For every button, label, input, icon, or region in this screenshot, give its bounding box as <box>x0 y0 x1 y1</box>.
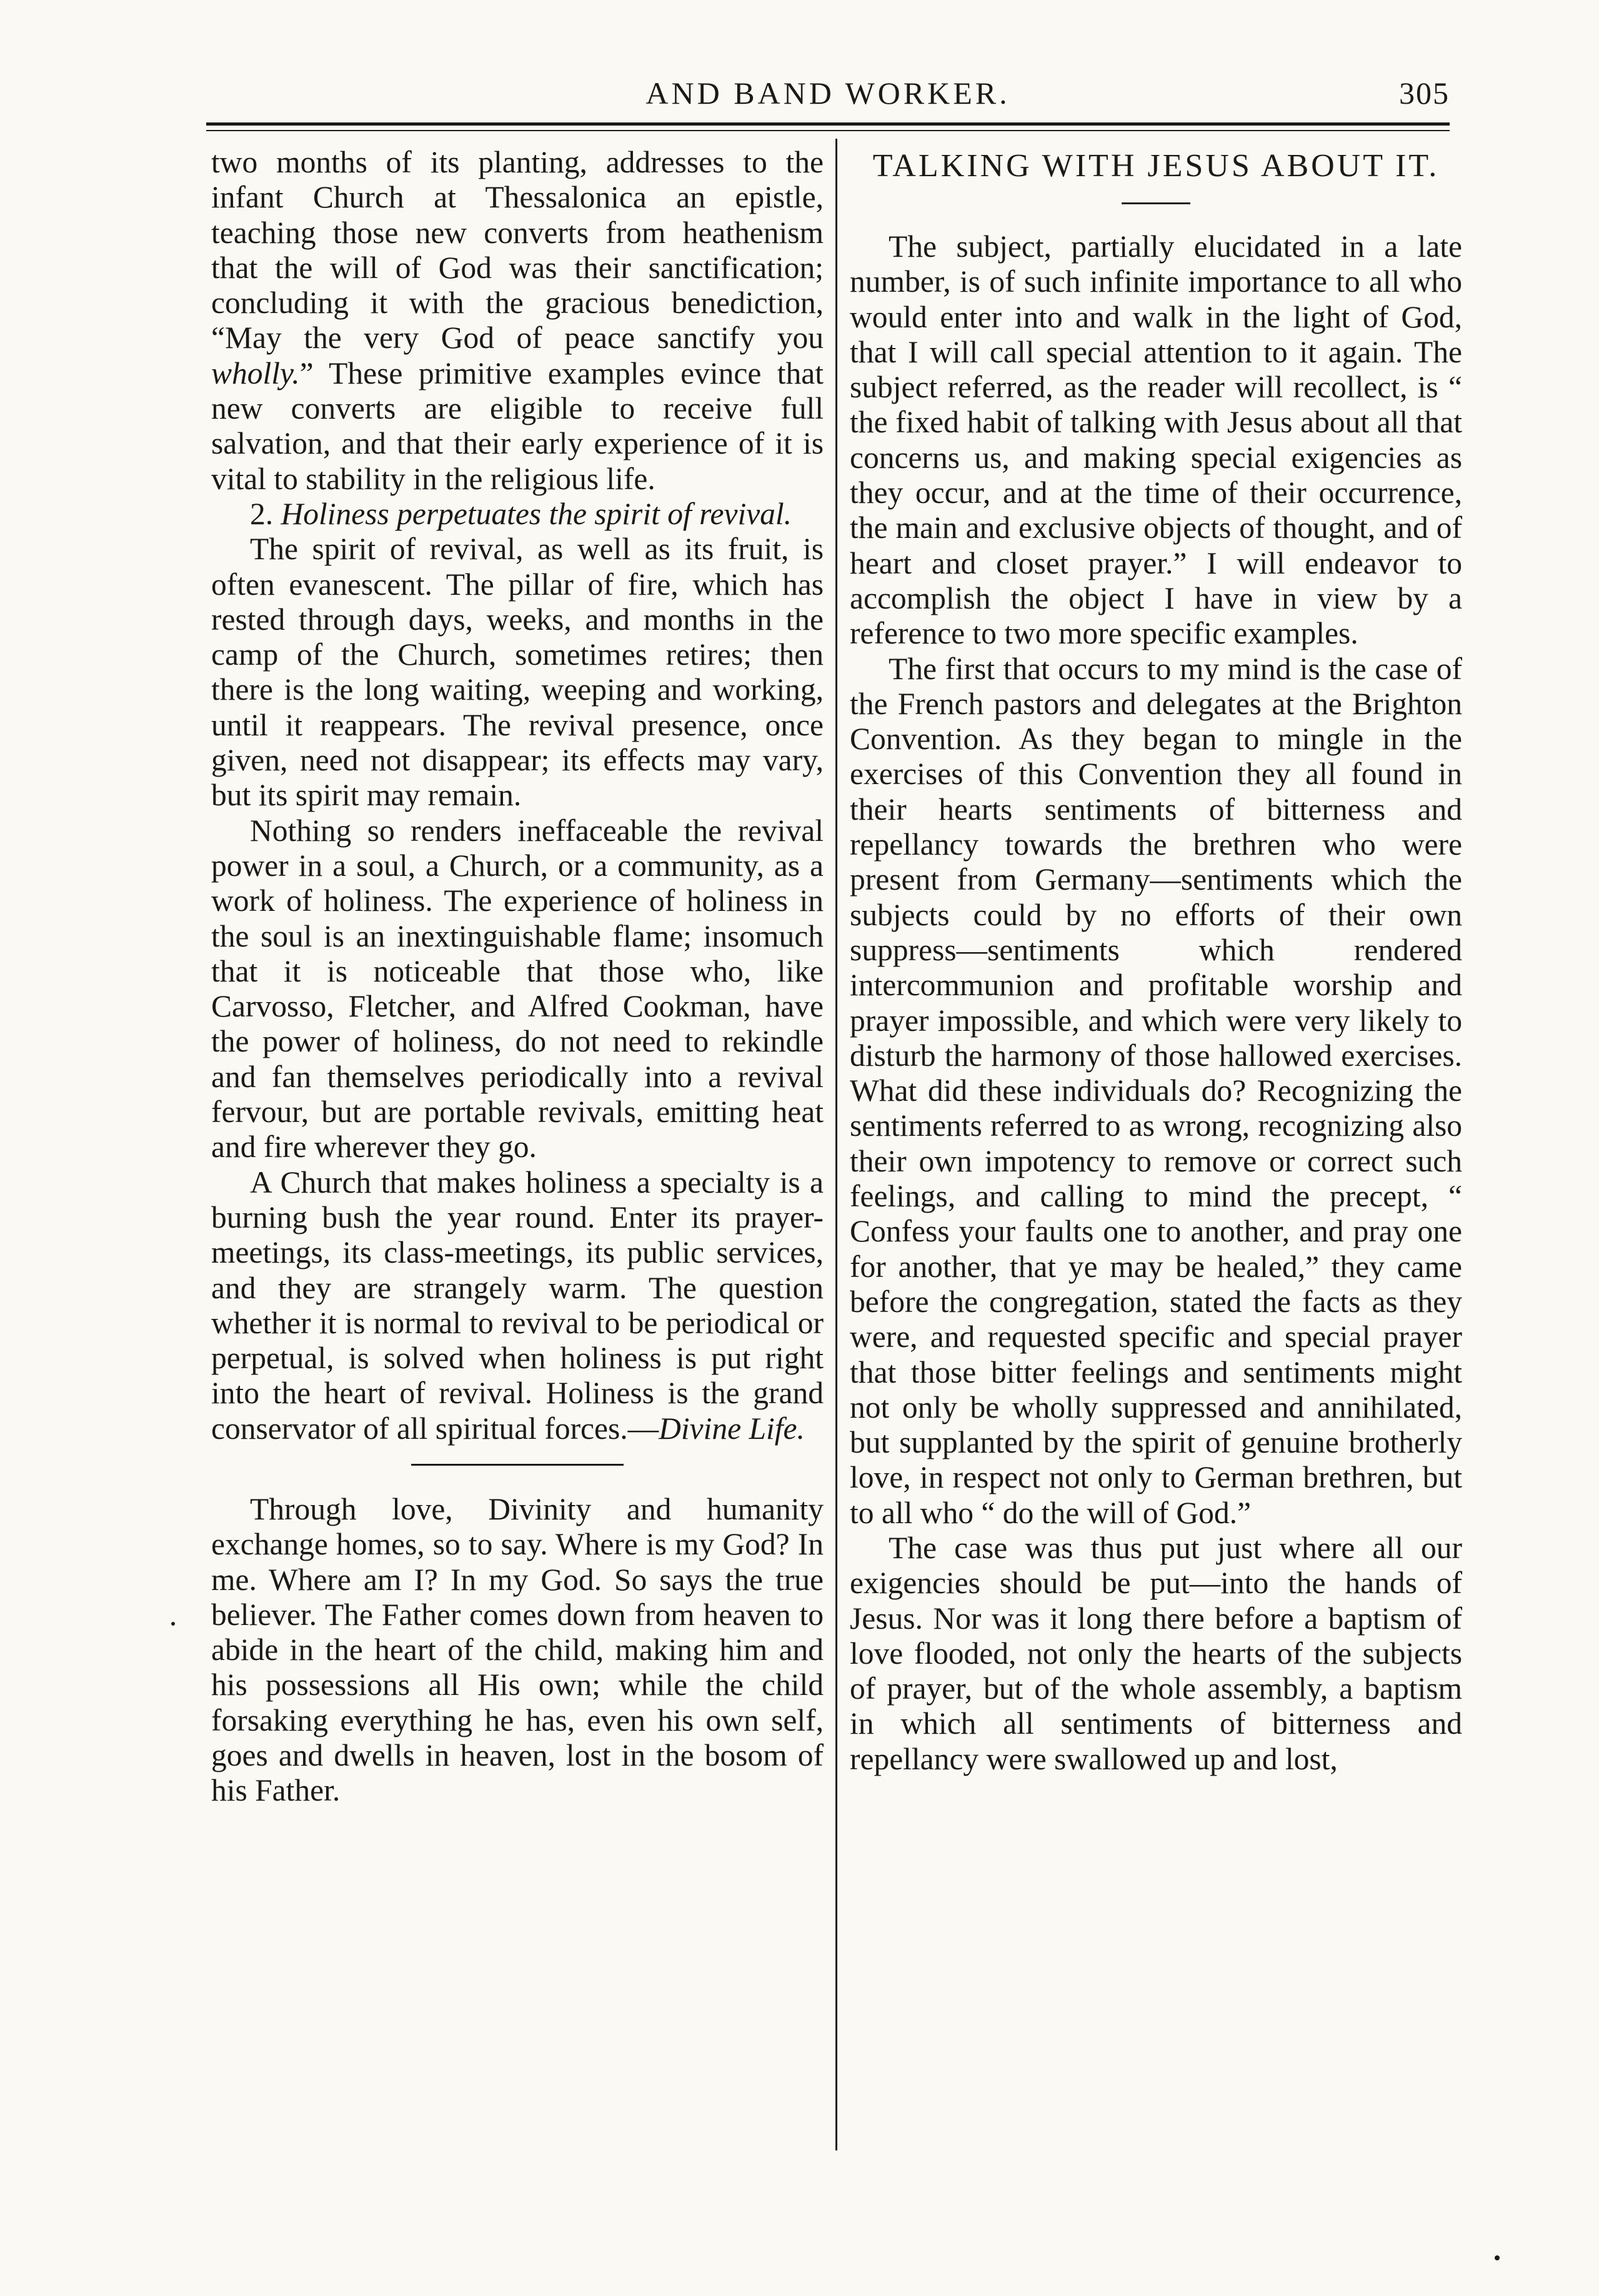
section-separator <box>411 1464 624 1466</box>
left-column <box>211 145 824 1809</box>
left-paragraph-1-end: ” These primitive examples evince that new converts are eligible to receive full salvation, and that their early experience of it is vital to stability in the religious life. <box>211 355 824 496</box>
left-paragraph-1-emphasis: wholly. <box>211 355 300 390</box>
title-dash <box>1122 202 1190 204</box>
article-title: TALKING WITH JESUS ABOUT IT. <box>872 148 1440 184</box>
running-title: AND BAND WORKER. <box>645 76 1010 111</box>
section-heading-number: 2. <box>250 496 281 531</box>
right-column <box>850 145 1462 1777</box>
page-header <box>206 69 1450 119</box>
left-paragraph-4-text: A Church that makes holiness a specialty is a burning bush the year round. Enter its prayer-meetings, its class-meetings, its public services, and they are strangely warm. The question whether it is normal to revival to be periodical or perpetual, is solved when holiness is put right into the heart of revival. Holiness is the grand conservator of all spiritual forces.— <box>211 1165 824 1446</box>
header-rule-thin <box>206 130 1450 131</box>
print-speck-left <box>171 1622 175 1626</box>
section-heading-text: Holiness perpetuates the spirit of revival. <box>281 496 792 531</box>
left-paragraph-2: The spirit of revival, as well as its fruit, is often evanescent. The pillar of fire, which has rested through days, weeks, and months in the camp of the Church, sometimes retires; then there is the long waiting, weeping and working, until it reappears. The revival presence, once given, need not disappear; its effects may vary, but its spirit may remain. <box>211 532 824 813</box>
left-paragraph-4 <box>211 1165 824 1446</box>
right-paragraph-1: The subject, partially elucidated in a late number, is of such infinite importance to all who would enter into and walk in the light of God, that I will call special attention to it again. The subject referred, as the reader will recollect, is “ the fixed habit of talking with Jesus about all that concerns us, and making special exigencies as they occur, and at the time of their occurrence, the main and exclusive objects of thought, and of heart and closet prayer.” I will endeavor to accomplish the object I have in view by a reference to two more specific examples. <box>850 229 1462 651</box>
page-number: 305 <box>1399 76 1450 111</box>
right-paragraph-2: The first that occurs to my mind is the case of the French pastors and delegates at the Brighton Convention. As they began to mingle in the exercises of this Convention they all found in their hearts sentiments of bitterness and repellancy towards the brethren who were present from Germany—sentiments which the subjects could by no efforts of their own suppress—sentiments which rendered intercommunion and profitable worship and prayer impossible, and which were very likely to disturb the harmony of those hallowed exercises. What did these individuals do? Recognizing the sentiments referred to as wrong, recognizing also their own impotency to remove or correct such feelings, and calling to mind the precept, “ Confess your faults one to another, and pray one for another, that ye may be healed,” they came before the congregation, stated the facts as they were, and requested specific and special prayer that those bitter feelings and sentiments might not only be wholly suppressed and annihilated, but supplanted by the spirit of genuine brotherly love, in respect not only to German brethren, but to all who “ do the will of God.” <box>850 651 1462 1530</box>
print-speck-bottom <box>1495 2255 1500 2260</box>
right-paragraph-3: The case was thus put just where all our exigencies should be put—into the hands of Jesus. Nor was it long there before a baptism of love flooded, not only the hearts of the subjects of prayer, but of the whole assembly, a baptism in which all sentiments of bitterness and repellancy were swallowed up and lost, <box>850 1530 1462 1776</box>
left-paragraph-3: Nothing so renders ineffaceable the revival power in a soul, a Church, or a community, as a work of holiness. The experience of holiness in the soul is an inextinguishable flame; insomuch that it is noticeable that those who, like Carvosso, Fletcher, and Alfred Cookman, have the power of holiness, do not need to rekindle and fan themselves periodically into a revival fervour, but are portable revivals, emitting heat and fire wherever they go. <box>211 813 824 1165</box>
column-divider <box>835 139 837 2150</box>
left-paragraph-4-source: Divine Life. <box>659 1411 805 1446</box>
section-heading <box>211 497 824 532</box>
header-rule-thick <box>206 122 1450 126</box>
left-paragraph-1-text: two months of its planting, addresses to the infant Church at Thessalonica an epistle, teaching those new converts from heathenism that the will of God was their sanctification; concluding it with the gracious benediction, “May the very God of peace sanctify you <box>211 145 824 355</box>
left-paragraph-5: Through love, Divinity and humanity exchange homes, so to say. Where is my God? In me. Where am I? In my God. So says the true believer. The Father comes down from heaven to abide in the heart of the child, making him and his possessions all His own; while the child forsaking everything he has, even his own self, goes and dwells in heaven, lost in the bosom of his Father. <box>211 1491 824 1808</box>
left-paragraph-1 <box>211 145 824 497</box>
